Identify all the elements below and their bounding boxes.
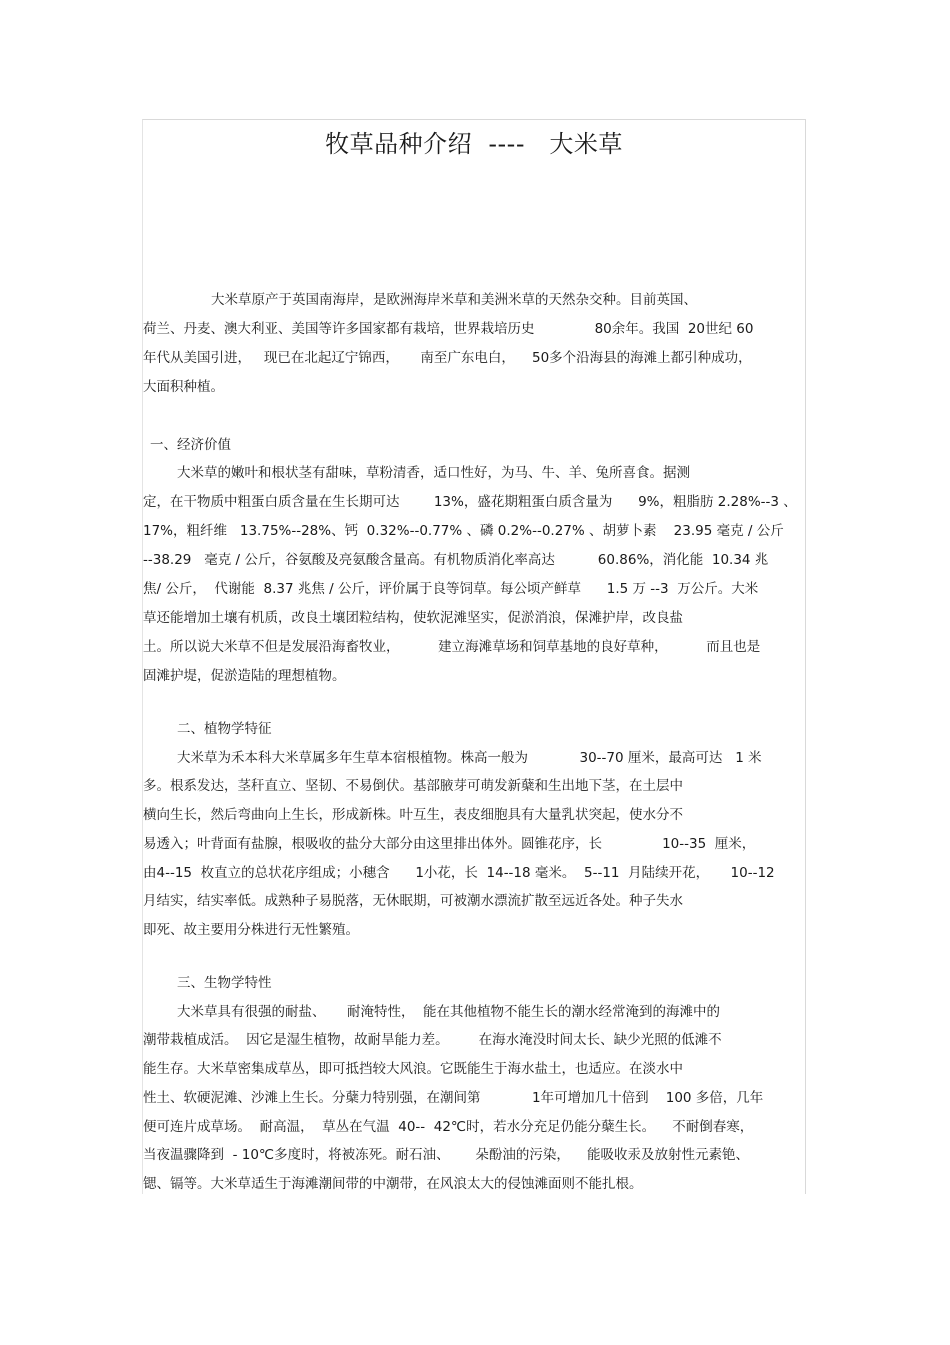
document-title: 牧草品种介绍 ---- 大米草	[325, 130, 623, 158]
section-line: 草还能增加土壤有机质，改良土壤团粒结构，使软泥滩坚实，促淤消浪，保滩护岸，改良盐	[143, 610, 683, 626]
section-line: 即死、故主要用分株进行无性繁殖。	[143, 922, 359, 938]
section-line: 土。所以说大米草不但是发展沿海畜牧业， 建立海滩草场和饲草基地的良好草种， 而且也是	[143, 639, 761, 655]
section-line: 大米草为禾本科大米草属多年生草本宿根植物。株高一般为 30--70 厘米，最高可达 1 米	[177, 750, 762, 766]
section-heading-economic-value: 一、经济价值	[150, 437, 231, 453]
section-line: 定，在干物质中粗蛋白质含量在生长期可达 13%，盛花期粗蛋白质含量为 9%，粗脂肪 2.28%--3 、	[143, 494, 797, 510]
section-heading-botanical-features: 二、植物学特征	[177, 721, 272, 737]
intro-line: 年代从美国引进， 现已在北起辽宁锦西， 南至广东电白， 50多个沿海县的海滩上都引种成功，	[143, 350, 752, 366]
section-line: --38.29 毫克 / 公斤，谷氨酸及亮氨酸含量高。有机物质消化率高达 60.86%，消化能 10.34 兆	[143, 552, 769, 568]
section-line: 大米草的嫩叶和根状茎有甜味，草粉清香，适口性好，为马、牛、羊、兔所喜食。据测	[177, 465, 690, 481]
section-line: 17%，粗纤维 13.75%--28%、钙 0.32%--0.77% 、磷 0.2%--0.27% 、胡萝卜素 23.95 毫克 / 公斤	[143, 523, 784, 539]
section-line: 性土、软硬泥滩、沙滩上生长。分蘖力特别强，在潮间第 1年可增加几十倍到 100 多倍，几年	[143, 1090, 764, 1106]
section-line: 由4--15 枚直立的总状花序组成；小穗含 1小花，长 14--18 毫米。 5--11 月陆续开花， 10--12	[143, 865, 775, 881]
section-line: 易透入；叶背面有盐腺，根吸收的盐分大部分由这里排出体外。圆锥花序，长 10--35 厘米，	[143, 836, 756, 852]
intro-line: 大面积种植。	[143, 379, 224, 395]
section-heading-biological-traits: 三、生物学特性	[177, 975, 272, 991]
section-line: 多。根系发达，茎秆直立、坚韧、不易倒伏。基部腋芽可萌发新蘖和生出地下茎，在土层中	[143, 778, 683, 794]
section-line: 月结实，结实率低。成熟种子易脱落，无休眠期，可被潮水漂流扩散至远近各处。种子失水	[143, 893, 683, 909]
intro-line: 大米草原产于英国南海岸，是欧洲海岸米草和美洲米草的天然杂交种。目前英国、	[211, 292, 697, 308]
section-line: 锶、镉等。大米草适生于海滩潮间带的中潮带，在风浪太大的侵蚀滩面则不能扎根。	[143, 1176, 643, 1192]
section-line: 固滩护堤，促淤造陆的理想植物。	[143, 668, 346, 684]
section-line: 潮带栽植成活。 因它是湿生植物，故耐旱能力差。 在海水淹没时间太长、缺少光照的低滩不	[143, 1032, 722, 1048]
intro-line: 荷兰、丹麦、澳大利亚、美国等许多国家都有栽培，世界栽培历史 80余年。我国 20世纪 60	[143, 321, 754, 337]
section-line: 便可连片成草场。 耐高温， 草丛在气温 40-- 42℃时，若水分充足仍能分蘖生长。 不耐倒春寒，	[143, 1119, 754, 1135]
section-line: 大米草具有很强的耐盐、 耐淹特性， 能在其他植物不能生长的潮水经常淹到的海滩中的	[177, 1004, 721, 1020]
section-line: 当夜温骤降到 - 10℃多度时，将被冻死。耐石油、 朵酚油的污染， 能吸收汞及放射性元素铯、	[143, 1147, 749, 1163]
section-line: 焦/ 公斤， 代谢能 8.37 兆焦 / 公斤，评价属于良等饲草。每公顷产鲜草 1.5 万 --3 万公斤。大米	[143, 581, 759, 597]
section-line: 横向生长，然后弯曲向上生长，形成新株。叶互生，表皮细胞具有大量乳状突起，使水分不	[143, 807, 683, 823]
section-line: 能生存。大米草密集成草丛，即可抵挡较大风浪。它既能生于海水盐土，也适应。在淡水中	[143, 1061, 683, 1077]
